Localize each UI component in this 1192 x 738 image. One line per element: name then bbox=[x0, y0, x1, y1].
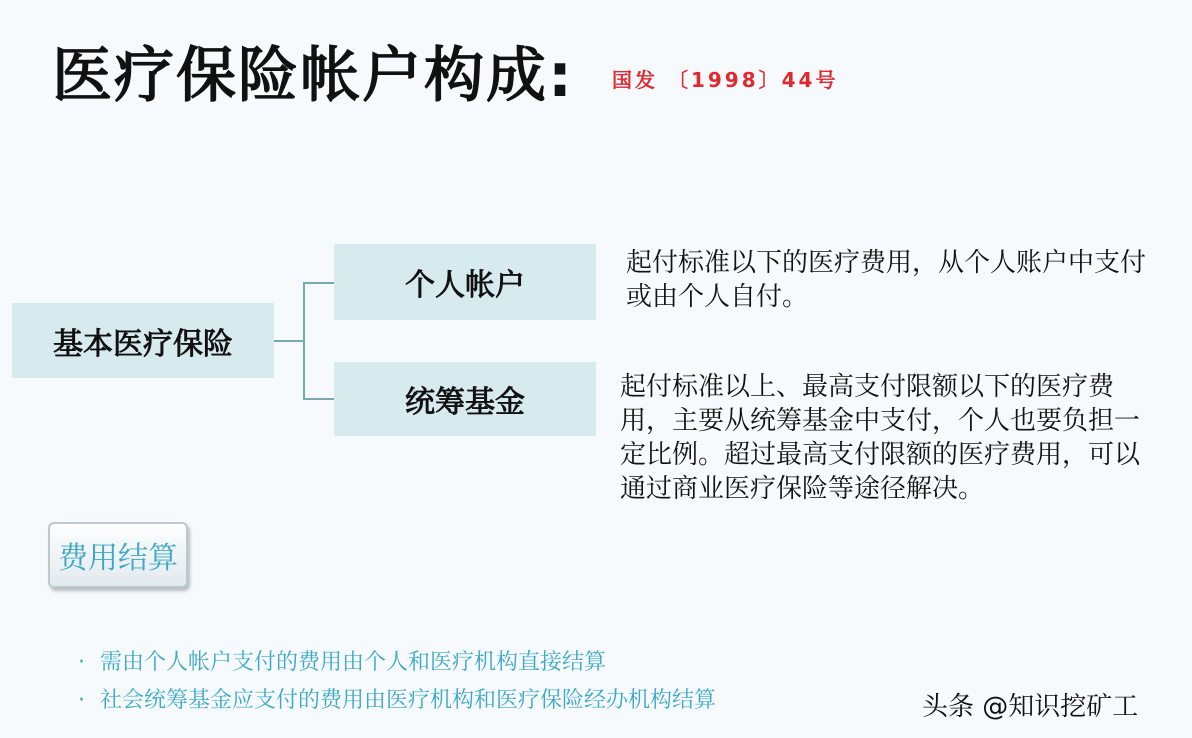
watermark: 头条 @知识挖矿工 bbox=[922, 692, 1139, 722]
node-pooled-fund: 统筹基金 bbox=[334, 362, 596, 436]
document-reference: 国发 〔1998〕44号 bbox=[612, 68, 839, 92]
connector-branch-b bbox=[303, 398, 334, 400]
bullet-text: 社会统筹基金应支付的费用由医疗机构和医疗保险经办机构结算 bbox=[100, 688, 717, 713]
list-item bbox=[78, 644, 716, 682]
bullet-dot-icon: · bbox=[78, 650, 85, 675]
connector-vertical bbox=[303, 282, 305, 399]
root-node-basic-insurance: 基本医疗保险 bbox=[12, 303, 274, 378]
settlement-bullet-list bbox=[78, 644, 716, 720]
personal-account-description: 起付标准以下的医疗费用，从个人账户中支付或由个人自付。 bbox=[626, 248, 1147, 312]
bullet-dot-icon: · bbox=[78, 688, 85, 713]
connector-stem bbox=[274, 340, 304, 342]
bullet-text: 需由个人帐户支付的费用由个人和医疗机构直接结算 bbox=[100, 650, 607, 675]
list-item bbox=[78, 682, 716, 720]
settlement-button[interactable]: 费用结算 bbox=[48, 522, 188, 588]
page-title: 医疗保险帐户构成: bbox=[52, 41, 574, 111]
node-personal-account: 个人帐户 bbox=[334, 244, 596, 320]
connector-branch-a bbox=[303, 282, 334, 284]
pooled-fund-description: 起付标准以上、最高支付限额以下的医疗费用，主要从统筹基金中支付，个人也要负担一定比例。超过最高支付限额的医疗费用，可以通过商业医疗保险等途径解决。 bbox=[620, 372, 1141, 504]
